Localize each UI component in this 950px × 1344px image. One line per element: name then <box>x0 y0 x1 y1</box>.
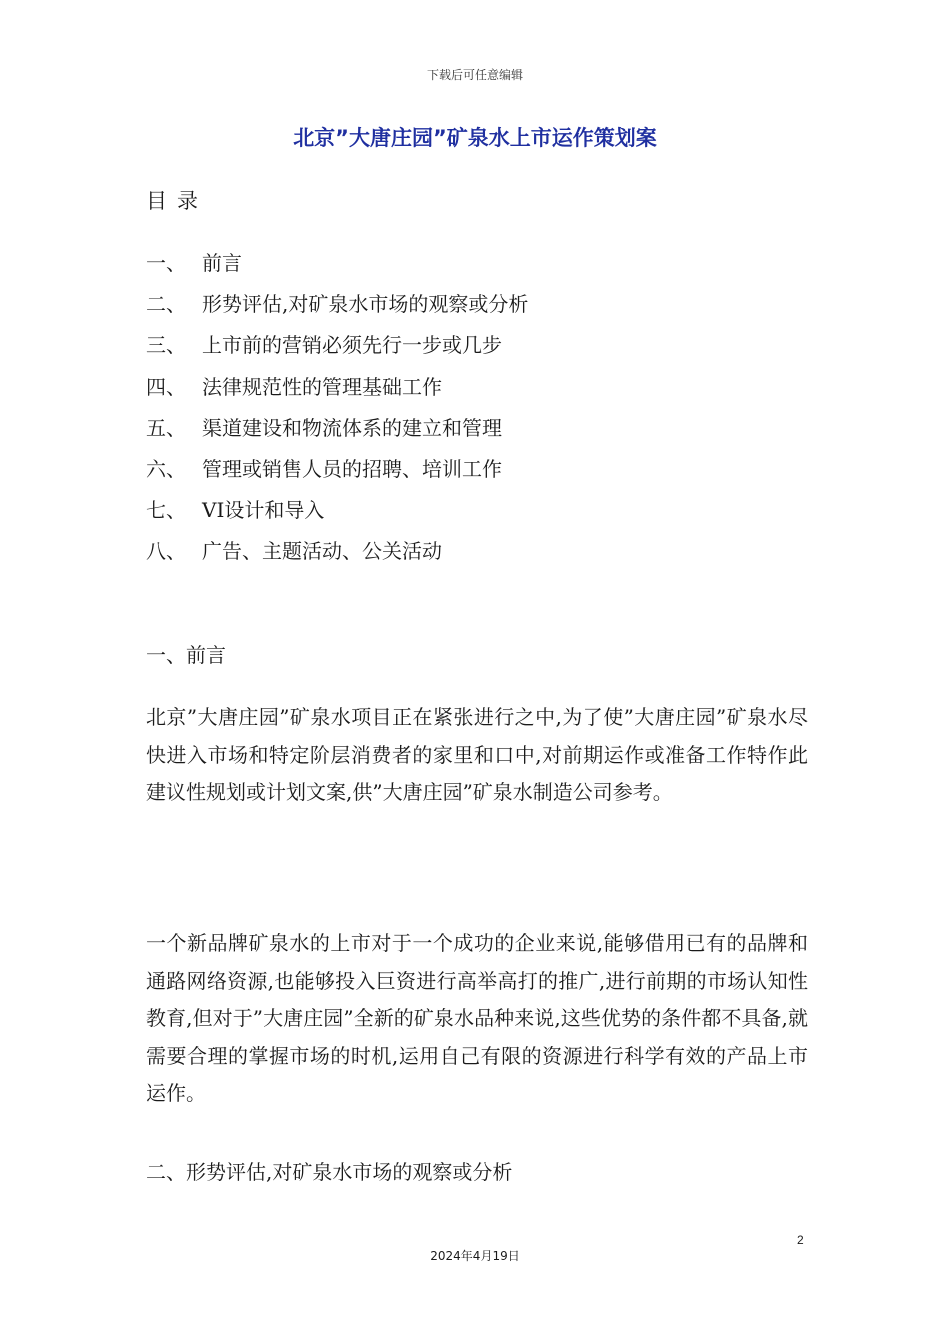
toc-item-text: VI设计和导入 <box>202 498 325 523</box>
toc-item <box>146 413 528 454</box>
header-note: 下载后可任意编辑 <box>426 68 523 82</box>
toc-item <box>146 495 528 536</box>
toc-item-number: 八、 <box>146 539 186 564</box>
toc-item-number: 二、 <box>146 292 186 317</box>
toc-item-number: 七、 <box>146 498 186 523</box>
toc-item-number: 四、 <box>146 374 186 399</box>
toc-item-number: 五、 <box>146 415 186 440</box>
toc-heading: 目录 <box>146 189 208 213</box>
section-heading-assessment: 二、形势评估,对矿泉水市场的观察或分析 <box>146 1160 513 1184</box>
toc-item-text: 渠道建设和物流体系的建立和管理 <box>202 415 502 440</box>
toc-item-text: 前言 <box>202 251 242 275</box>
page-number: 2 <box>797 1233 804 1247</box>
document-title: 北京”大唐庄园”矿泉水上市运作策划案 <box>293 126 657 150</box>
table-of-contents <box>146 248 528 578</box>
toc-item <box>146 454 528 495</box>
toc-item <box>146 372 528 413</box>
toc-item-text: 广告、主题活动、公关活动 <box>202 539 442 564</box>
section-heading-preface: 一、前言 <box>146 643 226 667</box>
toc-item-text: 形势评估,对矿泉水市场的观察或分析 <box>202 292 529 317</box>
toc-item <box>146 289 528 330</box>
toc-item-text: 管理或销售人员的招聘、培训工作 <box>202 456 502 481</box>
toc-item-text: 上市前的营销必须先行一步或几步 <box>202 333 502 358</box>
toc-item <box>146 248 528 289</box>
toc-item-number: 三、 <box>146 333 186 358</box>
preface-paragraph-2: 一个新品牌矿泉水的上市对于一个成功的企业来说,能够借用已有的品牌和通路网络资源,也能够投入巨资进行高举高打的推广,进行前期的市场认知性教育,但对于”大唐庄园”全新的矿泉水品种来说,这些优势的条件都不具备,就需要合理的掌握市场的时机,运用自己有限的资源进行科学有效的产品上市运作。 <box>146 931 808 1105</box>
preface-paragraph-1: 北京”大唐庄园”矿泉水项目正在紧张进行之中,为了使”大唐庄园”矿泉水尽快进入市场和特定阶层消费者的家里和口中,对前期运作或准备工作特作此建议性规划或计划文案,供”大唐庄园”矿泉水制造公司参考。 <box>146 705 808 804</box>
toc-item-text: 法律规范性的管理基础工作 <box>202 374 442 399</box>
toc-item <box>146 536 528 577</box>
toc-item <box>146 330 528 371</box>
footer-date: 2024年4月19日 <box>430 1249 520 1263</box>
toc-item-number: 六、 <box>146 456 186 481</box>
toc-item-number: 一、 <box>146 251 186 275</box>
